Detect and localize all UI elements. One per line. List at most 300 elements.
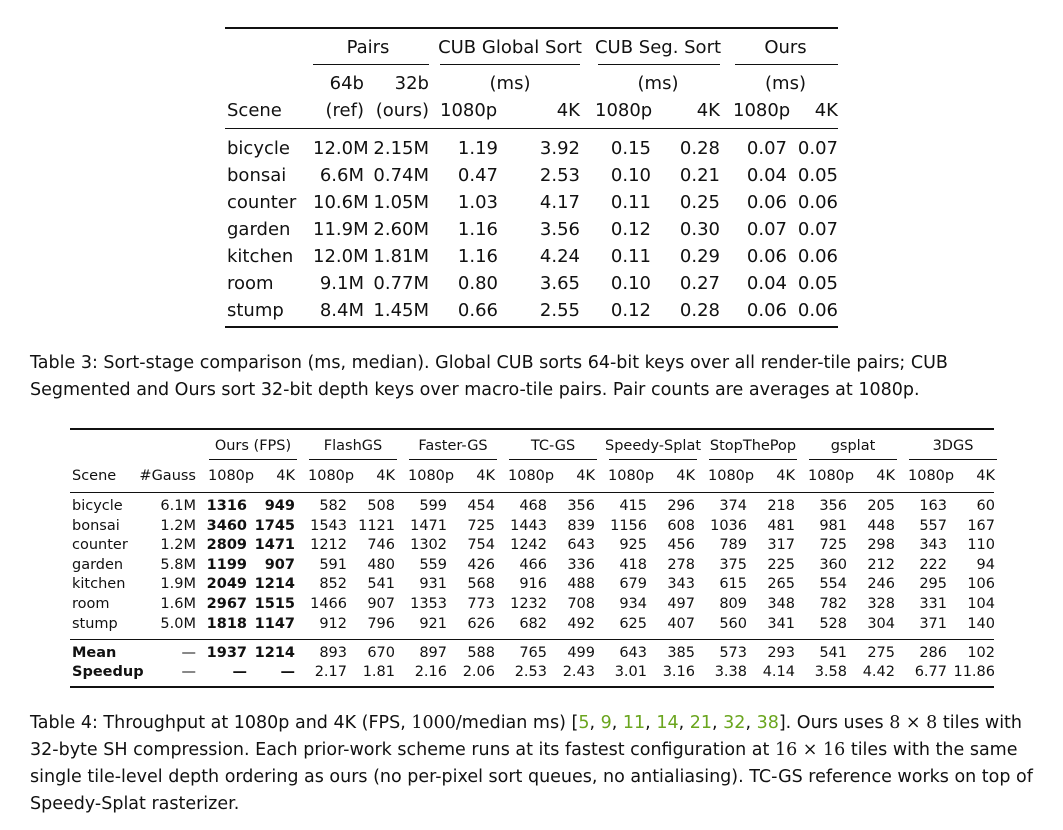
res-header: 4K xyxy=(476,468,495,484)
value-cell: 2.15M xyxy=(373,138,429,159)
value-cell: 343 xyxy=(667,576,695,593)
gauss-cell: — xyxy=(181,645,196,661)
value-cell: 163 xyxy=(919,498,947,514)
value-cell: 934 xyxy=(619,596,647,612)
value-cell: 0.25 xyxy=(679,192,720,213)
value-cell: 1.05M xyxy=(373,192,429,213)
caption-math: 16 × 16 xyxy=(774,740,846,760)
group-header: TC-GS xyxy=(530,438,576,454)
value-cell: 317 xyxy=(767,537,795,554)
value-cell: 415 xyxy=(619,498,647,514)
res-header: 1080p xyxy=(733,100,791,121)
value-cell: 371 xyxy=(919,615,947,632)
summary-rule xyxy=(70,639,994,640)
value-cell: 615 xyxy=(719,576,747,593)
value-cell: 407 xyxy=(667,615,695,632)
value-cell: 10.6M xyxy=(313,192,369,213)
value-cell: 0.07 xyxy=(746,219,787,240)
scene-cell: bonsai xyxy=(227,165,287,186)
value-cell: 331 xyxy=(919,596,947,612)
mid-rule xyxy=(225,128,838,129)
scene-header: Scene xyxy=(227,100,282,121)
cmidrule xyxy=(209,459,297,460)
value-cell: 541 xyxy=(819,645,847,661)
value-cell: 481 xyxy=(767,517,795,534)
value-cell: 341 xyxy=(767,615,795,632)
value-cell: 559 xyxy=(419,556,447,573)
value-cell: 499 xyxy=(567,645,595,661)
res-header: 4K xyxy=(696,100,720,121)
group-header: Ours (FPS) xyxy=(214,438,292,454)
value-cell: 2809 xyxy=(206,537,247,554)
cmidrule xyxy=(409,459,497,460)
value-cell: 1212 xyxy=(310,537,347,554)
res-header: 1080p xyxy=(908,468,955,484)
value-cell: 916 xyxy=(519,576,547,593)
value-cell: 643 xyxy=(567,537,595,554)
value-cell: 295 xyxy=(919,576,947,593)
value-cell: 1.16 xyxy=(457,219,498,240)
pairs-sub: (ref) xyxy=(325,100,364,121)
value-cell: 360 xyxy=(819,556,847,573)
value-cell: 456 xyxy=(667,537,695,554)
group-header: CUB Global Sort xyxy=(438,37,582,58)
value-cell: 1214 xyxy=(254,645,295,661)
value-cell: 0.15 xyxy=(610,138,651,159)
value-cell: 2.43 xyxy=(562,664,595,680)
value-cell: 348 xyxy=(767,596,795,612)
value-cell: 222 xyxy=(919,556,947,573)
value-cell: 2.60M xyxy=(373,219,429,240)
value-cell: 591 xyxy=(319,556,347,573)
value-cell: 106 xyxy=(967,576,995,593)
res-header: 4K xyxy=(276,468,295,484)
group-header: Pairs xyxy=(346,37,390,58)
group-header: Speedy-Splat xyxy=(605,438,702,454)
value-cell: 0.04 xyxy=(746,165,787,186)
scene-cell: garden xyxy=(227,219,291,240)
caption-math: 1000 xyxy=(411,713,456,733)
res-header: 1080p xyxy=(608,468,655,484)
value-cell: 480 xyxy=(367,556,395,573)
scene-cell: stump xyxy=(72,615,118,632)
value-cell: 981 xyxy=(819,517,847,534)
res-header: 4K xyxy=(976,468,995,484)
value-cell: 1316 xyxy=(206,498,247,514)
group-header: gsplat xyxy=(830,438,876,454)
scene-cell: kitchen xyxy=(227,246,294,267)
gauss-cell: 1.2M xyxy=(160,517,196,534)
value-cell: 8.4M xyxy=(319,300,364,321)
value-cell: 782 xyxy=(819,596,847,612)
caption-text: /median ms) [ xyxy=(455,713,579,733)
value-cell: 746 xyxy=(367,537,395,554)
value-cell: 298 xyxy=(867,537,895,554)
res-header: 4K xyxy=(376,468,395,484)
value-cell: 102 xyxy=(967,645,995,661)
value-cell: 6.77 xyxy=(914,664,947,680)
value-cell: 2.17 xyxy=(314,664,347,680)
value-cell: 1242 xyxy=(510,537,547,554)
cmidrule xyxy=(709,459,797,460)
value-cell: 1199 xyxy=(206,556,247,573)
citation-link[interactable]: 5 xyxy=(578,713,590,733)
cmidrule xyxy=(309,459,397,460)
value-cell: 1466 xyxy=(310,596,347,612)
value-cell: 839 xyxy=(567,517,595,534)
value-cell: 265 xyxy=(767,576,795,593)
top-rule xyxy=(70,428,994,430)
citation-link[interactable]: 9 xyxy=(600,713,612,733)
res-header: 4K xyxy=(556,100,580,121)
caption-text: Table 4: Throughput at 1080p and 4K (FPS, xyxy=(30,713,412,733)
value-cell: 4.17 xyxy=(539,192,580,213)
value-cell: 104 xyxy=(967,596,995,612)
value-cell: 625 xyxy=(619,615,647,632)
scene-cell: room xyxy=(72,596,110,612)
value-cell: 931 xyxy=(419,576,447,593)
cmidrule xyxy=(909,459,997,460)
scene-cell: kitchen xyxy=(72,576,126,593)
value-cell: 0.28 xyxy=(679,138,720,159)
value-cell: 304 xyxy=(867,615,895,632)
value-cell: 1543 xyxy=(310,517,347,534)
top-rule xyxy=(225,27,838,29)
value-cell: 0.04 xyxy=(746,273,787,294)
value-cell: 454 xyxy=(467,498,495,514)
gauss-cell: 6.1M xyxy=(160,498,196,514)
scene-cell: bicycle xyxy=(227,138,290,159)
value-cell: 218 xyxy=(767,498,795,514)
value-cell: 1.81M xyxy=(373,246,429,267)
value-cell: 293 xyxy=(767,645,795,661)
value-cell: 1302 xyxy=(410,537,447,554)
value-cell: 1937 xyxy=(206,645,247,661)
group-header: CUB Seg. Sort xyxy=(594,37,722,58)
value-cell: 286 xyxy=(919,645,947,661)
value-cell: 599 xyxy=(419,498,447,514)
value-cell: 1.03 xyxy=(457,192,498,213)
pairs-sub: 64b xyxy=(329,73,364,94)
value-cell: 9.1M xyxy=(319,273,364,294)
value-cell: 4.14 xyxy=(762,664,795,680)
res-header: 4K xyxy=(676,468,695,484)
caption-text: ]. Ours uses xyxy=(778,713,890,733)
scene-cell: garden xyxy=(72,556,124,573)
value-cell: 1471 xyxy=(254,537,295,554)
cmidrule xyxy=(609,459,697,460)
value-cell: — xyxy=(232,664,247,680)
value-cell: 3.16 xyxy=(662,664,695,680)
value-cell: 925 xyxy=(619,537,647,554)
res-header: 1080p xyxy=(308,468,355,484)
scene-header: Scene xyxy=(72,468,117,484)
value-cell: 0.29 xyxy=(679,246,720,267)
value-cell: 1353 xyxy=(410,596,447,612)
value-cell: 0.47 xyxy=(457,165,498,186)
value-cell: 796 xyxy=(367,615,395,632)
value-cell: 0.66 xyxy=(457,300,498,321)
value-cell: 1.45M xyxy=(373,300,429,321)
value-cell: 682 xyxy=(519,615,547,632)
value-cell: 0.07 xyxy=(746,138,787,159)
value-cell: 343 xyxy=(919,537,947,554)
value-cell: 488 xyxy=(567,576,595,593)
citation-link[interactable]: 38 xyxy=(756,713,779,733)
value-cell: 852 xyxy=(319,576,347,593)
value-cell: 3.92 xyxy=(539,138,580,159)
res-header: 4K xyxy=(876,468,895,484)
value-cell: 11.86 xyxy=(953,664,995,680)
pairs-sub: (ours) xyxy=(375,100,429,121)
scene-cell: Speedup xyxy=(72,664,144,680)
value-cell: 809 xyxy=(719,596,747,612)
value-cell: 907 xyxy=(264,556,295,573)
value-cell: 1818 xyxy=(206,615,247,632)
caption-text: tiles with 32-byte SH compression. Each prior-work scheme runs at its fastest configuration at xyxy=(30,713,1023,760)
bottom-rule xyxy=(70,686,994,688)
value-cell: 2.53 xyxy=(539,165,580,186)
value-cell: 0.80 xyxy=(457,273,498,294)
value-cell: 949 xyxy=(264,498,295,514)
value-cell: 1156 xyxy=(610,517,647,534)
res-header: 1080p xyxy=(440,100,498,121)
value-cell: 3.01 xyxy=(614,664,647,680)
value-cell: 554 xyxy=(819,576,847,593)
res-header: 4K xyxy=(576,468,595,484)
gauss-header: #Gauss xyxy=(139,468,196,484)
value-cell: 0.11 xyxy=(610,246,651,267)
cmidrule xyxy=(313,64,429,65)
value-cell: 2967 xyxy=(206,596,247,612)
value-cell: 205 xyxy=(867,498,895,514)
scene-cell: stump xyxy=(227,300,284,321)
res-header: 1080p xyxy=(708,468,755,484)
citation-list: 5, 9, 11, 14, 21, 32, 38 xyxy=(578,713,779,733)
value-cell: 0.77M xyxy=(373,273,429,294)
value-cell: 541 xyxy=(367,576,395,593)
citation-link[interactable]: 11 xyxy=(622,713,646,733)
value-cell: 643 xyxy=(619,645,647,661)
scene-cell: bicycle xyxy=(72,498,123,514)
value-cell: 497 xyxy=(667,596,695,612)
value-cell: 0.05 xyxy=(797,273,838,294)
value-cell: 0.06 xyxy=(797,300,838,321)
res-header: 1080p xyxy=(408,468,455,484)
value-cell: 0.06 xyxy=(797,192,838,213)
value-cell: 508 xyxy=(367,498,395,514)
unit-label: (ms) xyxy=(765,73,806,94)
value-cell: 1471 xyxy=(410,517,447,534)
value-cell: 2049 xyxy=(206,576,247,593)
value-cell: 582 xyxy=(319,498,347,514)
value-cell: 12.0M xyxy=(313,246,369,267)
value-cell: 1.81 xyxy=(362,664,395,680)
value-cell: 426 xyxy=(467,556,495,573)
group-header: Ours xyxy=(764,37,807,58)
value-cell: 275 xyxy=(867,645,895,661)
group-header: FlashGS xyxy=(323,438,383,454)
value-cell: 12.0M xyxy=(313,138,369,159)
value-cell: 907 xyxy=(367,596,395,612)
value-cell: 492 xyxy=(567,615,595,632)
value-cell: 912 xyxy=(319,615,347,632)
value-cell: 0.21 xyxy=(679,165,720,186)
value-cell: 573 xyxy=(719,645,747,661)
value-cell: 897 xyxy=(419,645,447,661)
value-cell: 11.9M xyxy=(313,219,369,240)
value-cell: 608 xyxy=(667,517,695,534)
value-cell: 0.27 xyxy=(679,273,720,294)
scene-cell: room xyxy=(227,273,274,294)
value-cell: 557 xyxy=(919,517,947,534)
value-cell: 246 xyxy=(867,576,895,593)
value-cell: 448 xyxy=(867,517,895,534)
value-cell: 212 xyxy=(867,556,895,573)
value-cell: 2.55 xyxy=(539,300,580,321)
value-cell: 336 xyxy=(567,556,595,573)
value-cell: 1.16 xyxy=(457,246,498,267)
value-cell: 385 xyxy=(667,645,695,661)
value-cell: 140 xyxy=(967,615,995,632)
pairs-sub: 32b xyxy=(394,73,429,94)
value-cell: 6.6M xyxy=(319,165,364,186)
value-cell: 1214 xyxy=(254,576,295,593)
value-cell: 1121 xyxy=(358,517,395,534)
value-cell: 356 xyxy=(567,498,595,514)
value-cell: 1147 xyxy=(254,615,295,632)
caption-text: tiles with the same single tile-level depth ordering as ours (no per-pixel sort queues, no antialiasing). TC-GS reference works on top of Speedy-Splat rasterizer. xyxy=(30,740,1033,814)
value-cell: 725 xyxy=(467,517,495,534)
scene-cell: bonsai xyxy=(72,517,120,534)
value-cell: 375 xyxy=(719,556,747,573)
value-cell: 0.28 xyxy=(679,300,720,321)
res-header: 4K xyxy=(776,468,795,484)
value-cell: — xyxy=(280,664,295,680)
value-cell: 418 xyxy=(619,556,647,573)
value-cell: 356 xyxy=(819,498,847,514)
value-cell: 0.06 xyxy=(746,300,787,321)
value-cell: 921 xyxy=(419,615,447,632)
value-cell: 588 xyxy=(467,645,495,661)
value-cell: 374 xyxy=(719,498,747,514)
value-cell: 3.38 xyxy=(714,664,747,680)
res-header: 1080p xyxy=(208,468,255,484)
value-cell: 4.42 xyxy=(862,664,895,680)
res-header: 1080p xyxy=(508,468,555,484)
scene-cell: counter xyxy=(72,537,128,554)
scene-cell: Mean xyxy=(72,645,117,661)
value-cell: 0.30 xyxy=(679,219,720,240)
value-cell: 0.10 xyxy=(610,273,651,294)
bottom-rule xyxy=(225,326,838,328)
value-cell: 1232 xyxy=(510,596,547,612)
value-cell: 296 xyxy=(667,498,695,514)
value-cell: 1515 xyxy=(254,596,295,612)
value-cell: 670 xyxy=(367,645,395,661)
value-cell: 3.58 xyxy=(814,664,847,680)
scene-cell: counter xyxy=(227,192,297,213)
value-cell: 754 xyxy=(467,537,495,554)
value-cell: 0.11 xyxy=(610,192,651,213)
citation-link[interactable]: 32 xyxy=(723,713,746,733)
value-cell: 789 xyxy=(719,537,747,554)
value-cell: 568 xyxy=(467,576,495,593)
value-cell: 2.53 xyxy=(514,664,547,680)
value-cell: 626 xyxy=(467,615,495,632)
value-cell: 560 xyxy=(719,615,747,632)
group-header: StopThePop xyxy=(709,438,797,454)
value-cell: 893 xyxy=(319,645,347,661)
value-cell: 0.74M xyxy=(373,165,429,186)
value-cell: 0.06 xyxy=(746,192,787,213)
citation-link[interactable]: 21 xyxy=(689,713,713,733)
unit-label: (ms) xyxy=(489,73,531,94)
value-cell: 1443 xyxy=(510,517,547,534)
gauss-cell: 1.6M xyxy=(160,596,196,612)
value-cell: 3.65 xyxy=(539,273,580,294)
cmidrule xyxy=(735,64,838,65)
value-cell: 0.10 xyxy=(610,165,651,186)
table-3-caption: Table 3: Sort-stage comparison (ms, median). Global CUB sorts 64-bit keys over all render-tile pairs; CUB Segmented and Ours sort 32-bit depth keys over macro-tile pairs. Pair counts are averages at 1080p. xyxy=(30,353,948,400)
value-cell: 679 xyxy=(619,576,647,593)
value-cell: 1745 xyxy=(254,517,295,534)
group-header: Faster-GS xyxy=(418,438,488,454)
cmidrule xyxy=(509,459,597,460)
gauss-cell: 1.2M xyxy=(160,537,196,554)
value-cell: 60 xyxy=(976,498,995,514)
value-cell: 2.06 xyxy=(462,664,495,680)
value-cell: 1036 xyxy=(710,517,747,534)
group-header: 3DGS xyxy=(932,438,974,454)
value-cell: 110 xyxy=(967,537,995,554)
cmidrule xyxy=(440,64,580,65)
value-cell: 725 xyxy=(819,537,847,554)
value-cell: 528 xyxy=(819,615,847,632)
value-cell: 3460 xyxy=(206,517,247,534)
cmidrule xyxy=(809,459,897,460)
value-cell: 4.24 xyxy=(539,246,580,267)
value-cell: 0.12 xyxy=(610,219,651,240)
res-header: 1080p xyxy=(808,468,855,484)
gauss-cell: 5.8M xyxy=(160,556,196,573)
value-cell: 765 xyxy=(519,645,547,661)
value-cell: 94 xyxy=(976,556,995,573)
citation-link[interactable]: 14 xyxy=(656,713,679,733)
value-cell: 2.16 xyxy=(414,664,447,680)
value-cell: 0.06 xyxy=(746,246,787,267)
res-header: 1080p xyxy=(595,100,653,121)
value-cell: 225 xyxy=(767,556,795,573)
value-cell: 167 xyxy=(967,517,995,534)
value-cell: 0.07 xyxy=(797,138,838,159)
value-cell: 0.05 xyxy=(797,165,838,186)
value-cell: 328 xyxy=(867,596,895,612)
value-cell: 773 xyxy=(467,596,495,612)
value-cell: 278 xyxy=(667,556,695,573)
res-header: 4K xyxy=(814,100,838,121)
value-cell: 0.07 xyxy=(797,219,838,240)
gauss-cell: 1.9M xyxy=(160,576,196,593)
value-cell: 1.19 xyxy=(457,138,498,159)
gauss-cell: 5.0M xyxy=(160,615,196,632)
unit-label: (ms) xyxy=(637,73,679,94)
caption-math: 8 × 8 xyxy=(889,713,938,733)
gauss-cell: — xyxy=(181,664,196,680)
table-4-caption xyxy=(30,710,1040,818)
value-cell: 708 xyxy=(567,596,595,612)
mid-rule xyxy=(70,492,994,493)
